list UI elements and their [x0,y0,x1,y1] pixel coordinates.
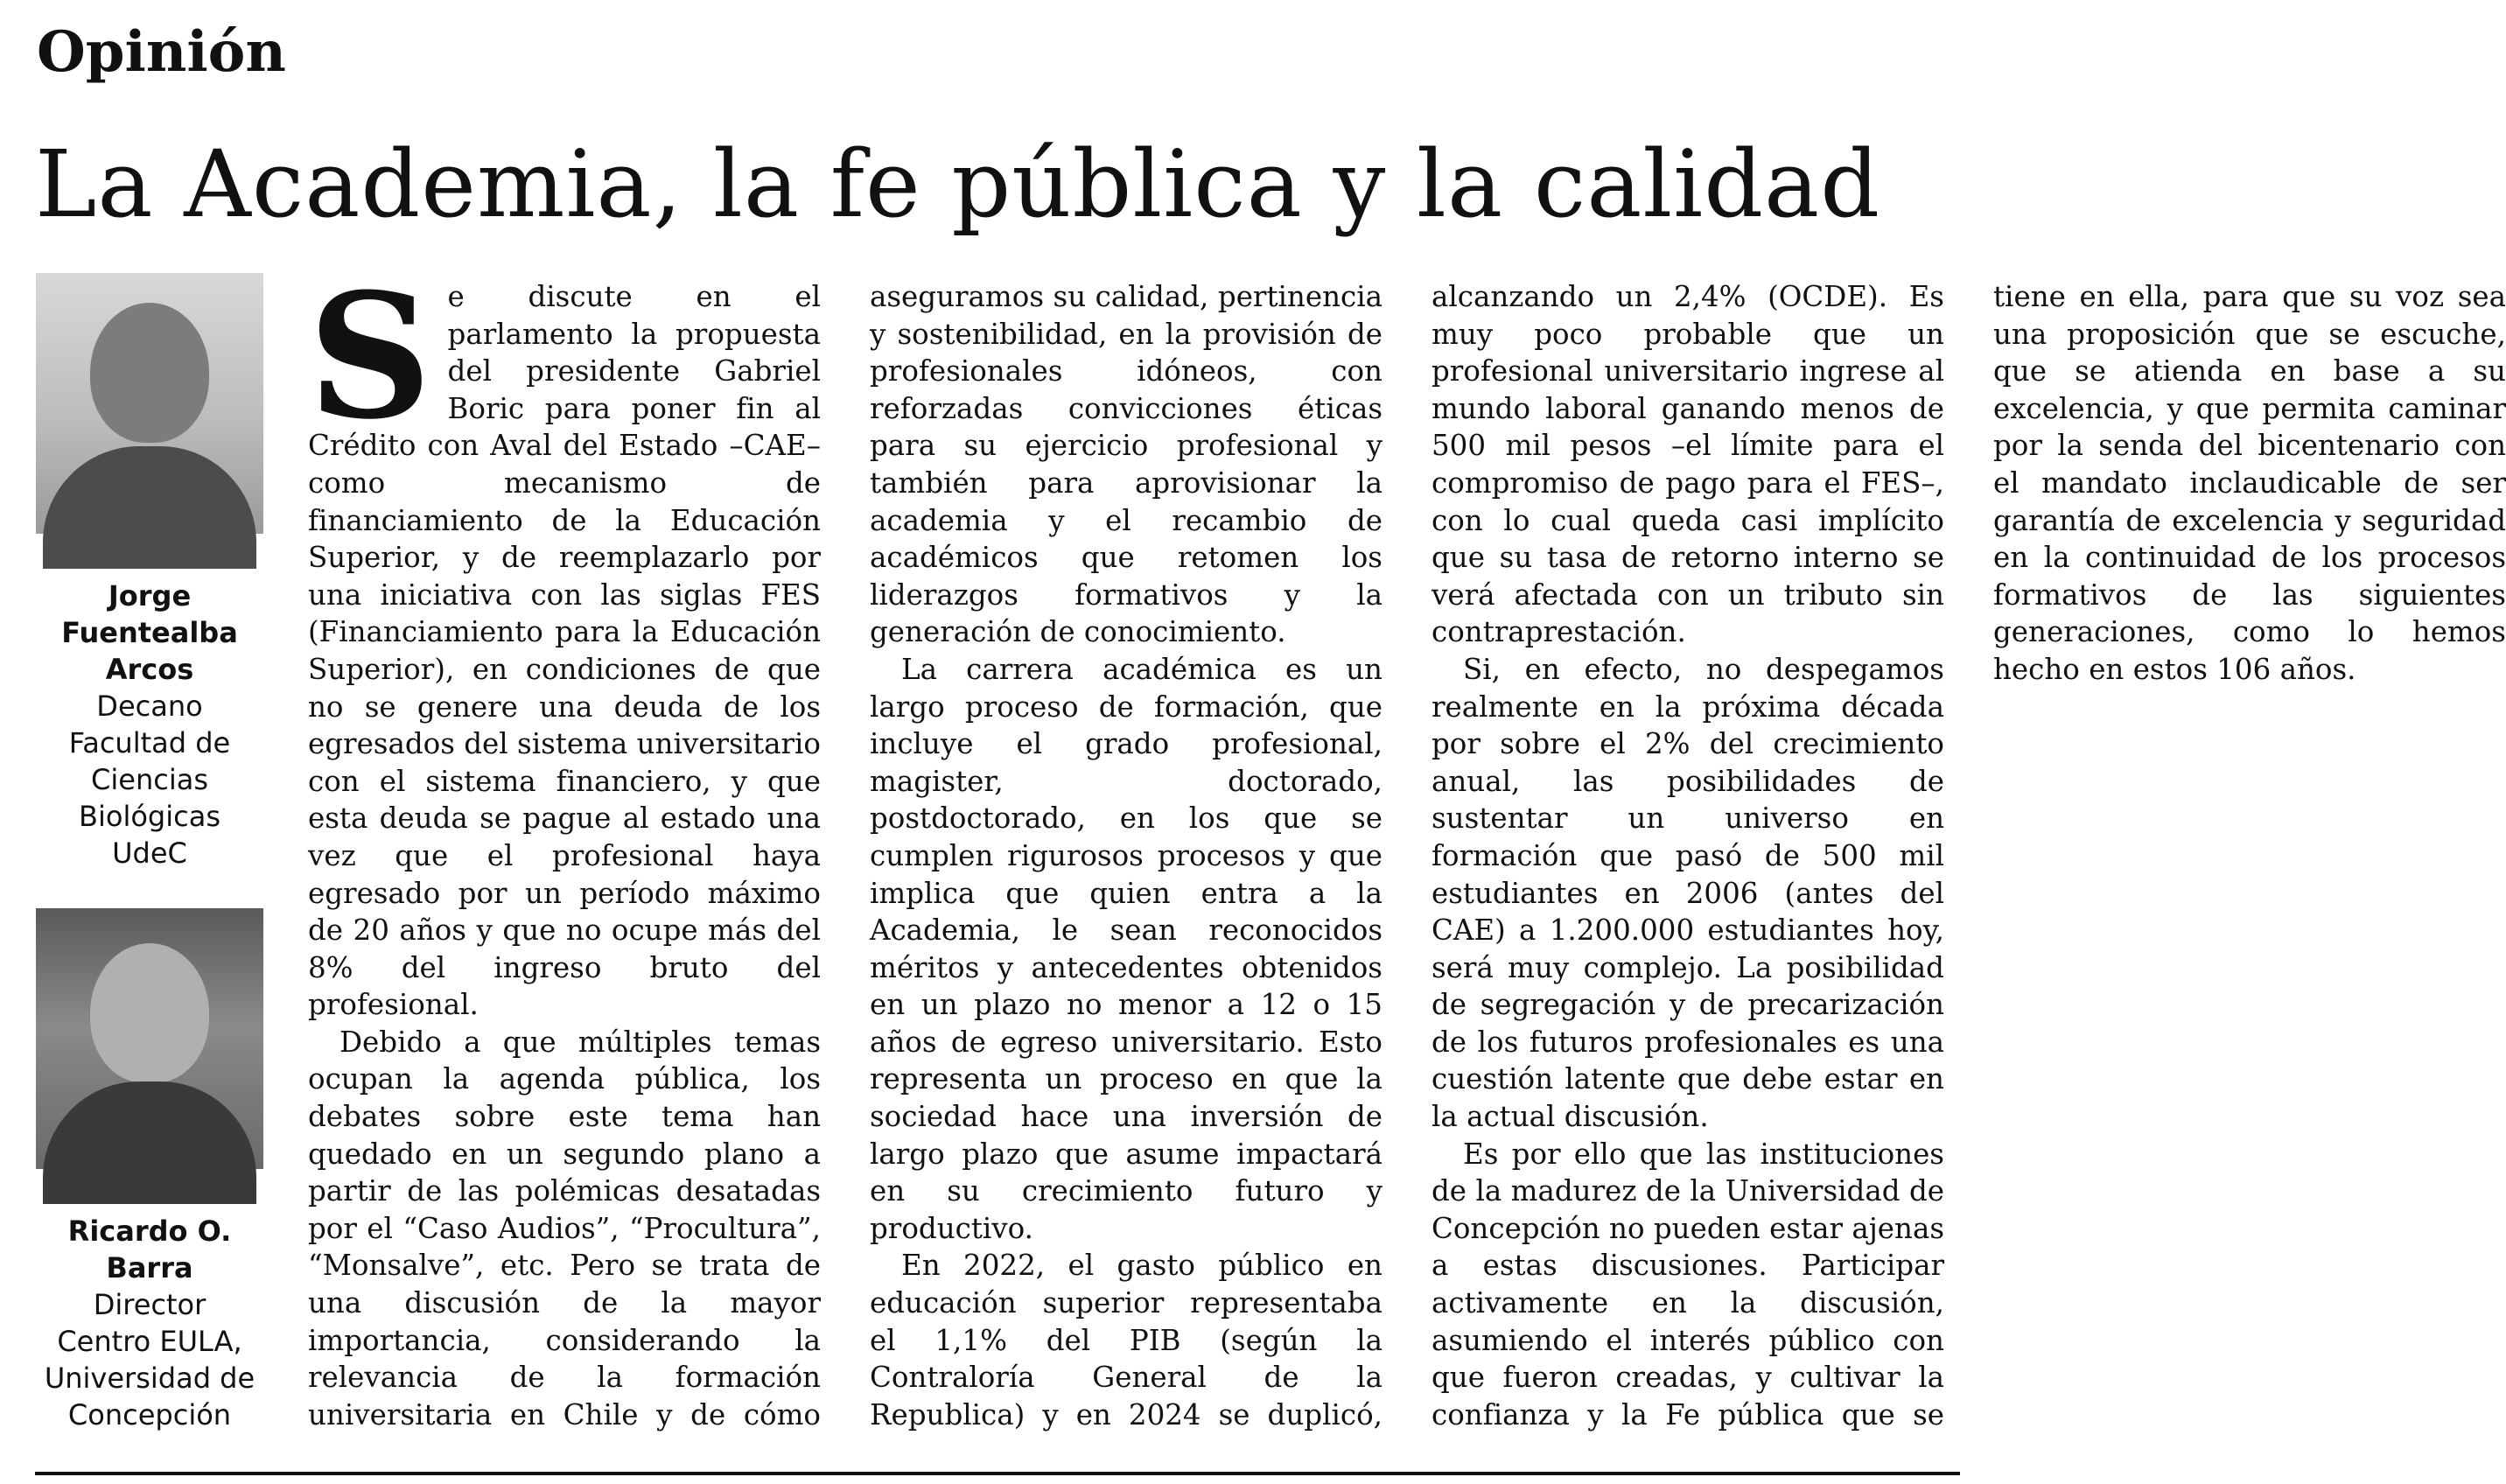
author-role-line: Universidad de [44,1362,256,1395]
author-photo-icon [36,908,263,1169]
author-column [35,273,264,1433]
paragraph-text: e discute en el parlamento la propuesta del presidente Gabriel Boric para poner fin al Crédito con Aval del Estado –CAE– como mecanismo de financiamiento de la Educación Superior, y de reemplazarlo por una iniciativa con las siglas FES (Financiamiento para la Educación Superior), en condiciones de que no se genere una deuda de los egresados del sistema universitario con el sistema financiero, y que esta deuda se pague al estado una vez que el profesional haya egresado por un período máximo de 20 años y que no ocupe más del 8% del ingreso bruto del profesional. [308,280,821,1022]
author-role-line: UdeC [112,836,187,870]
article-paragraph: La carrera académica es un largo proceso de formación, que incluye el grado profesional, magister, doctorado, postdoctorado, en los que se cumplen rigurosos procesos y que implica que quien entra a la Academia, le sean reconocidos méritos y antecedentes obtenidos en un plazo no menor a 12 o 15 años de egreso universitario. Esto representa un proceso en que la sociedad hace una inversión de largo plazo que asume impactará en su crecimiento futuro y productivo. [870,652,1382,1245]
article-body [308,256,2506,1442]
author-card [35,273,264,872]
author-role-line: Decano [96,690,203,723]
author-role-line: Centro EULA, [57,1325,242,1358]
author-role-line: Concepción [67,1398,232,1432]
article-paragraph: En 2022, el gasto público en educación superior representaba el 1,1% del PIB (según la Contraloría General de la Republica) y en 2024 se duplicó, alcanzando un 2,4% (OCDE). Es muy poco probable que un profesional universitario ingrese al mundo laboral ganando menos de 500 mil pesos –el límite para el compromiso de pago para el FES–, con lo cual queda casi implícito que su tasa de retorno interno se verá afectada con un tributo sin contraprestación. [870,280,1944,1432]
author-role-line: Ciencias [91,763,208,796]
drop-cap: S [308,256,432,458]
article-paragraph [308,256,821,1024]
headline: La Academia, la fe pública y la calidad [35,130,1881,238]
author-role-line: Facultad de [68,726,231,760]
bottom-divider [35,1472,1960,1475]
author-photo-icon [36,273,263,534]
article-paragraph: Si, en efecto, no despegamos realmente en la próxima década por sobre el 2% del crecimiento anual, las posibilidades de sustentar un universo en formación que pasó de 500 mil estudiantes en 2006 (antes del CAE) a 1.200.000 estudiantes hoy, será muy complejo. La posibilidad de segregación y de precarización de los futuros profesionales es una cuestión latente que debe estar en la actual discusión. [1432,652,1944,1134]
section-label: Opinión [37,19,286,85]
author-role-line: Director [93,1288,206,1321]
author-role-line: Biológicas [79,800,220,833]
article-paragraph: Debido a que múltiples temas ocupan la agenda pública, los debates sobre este tema han quedado en un segundo plano a partir de las polémicas desatadas por el “Caso Audios”, “Procultura”, “Monsalve”, etc. Pero se trata de una discusión de la mayor importancia, considerando la relevancia de la formación universitaria en Chile y de cómo aseguramos su calidad, pertinencia y sostenibilidad, en la provisión de profesionales idóneos, con reforzadas convicciones éticas para su ejercicio profesional y también para aprovisionar la academia y el recambio de académicos que retomen los liderazgos formativos y la generación de conocimiento. [308,280,1382,1432]
author-name: Jorge Fuentealba Arcos [61,579,238,686]
article-paragraph: Es por ello que las instituciones de la madurez de la Universidad de Concepción no pueden estar ajenas a estas discusiones. Participar activamente en la discusión, asumiendo el interés público con que fueron creadas, y cultivar la confianza y la Fe pública que se tiene en ella, para que su voz sea una proposición que se escuche, que se atienda en base a su excelencia, y que permita caminar por la senda del bicentenario con el mandato inclaudicable de ser garantía de excelencia y seguridad en la continuidad de los procesos formativos de las siguientes generaciones, como lo hemos hecho en estos 106 años. [1432,280,2506,1432]
author-name: Ricardo O. Barra [67,1214,232,1284]
author-card [35,908,264,1433]
